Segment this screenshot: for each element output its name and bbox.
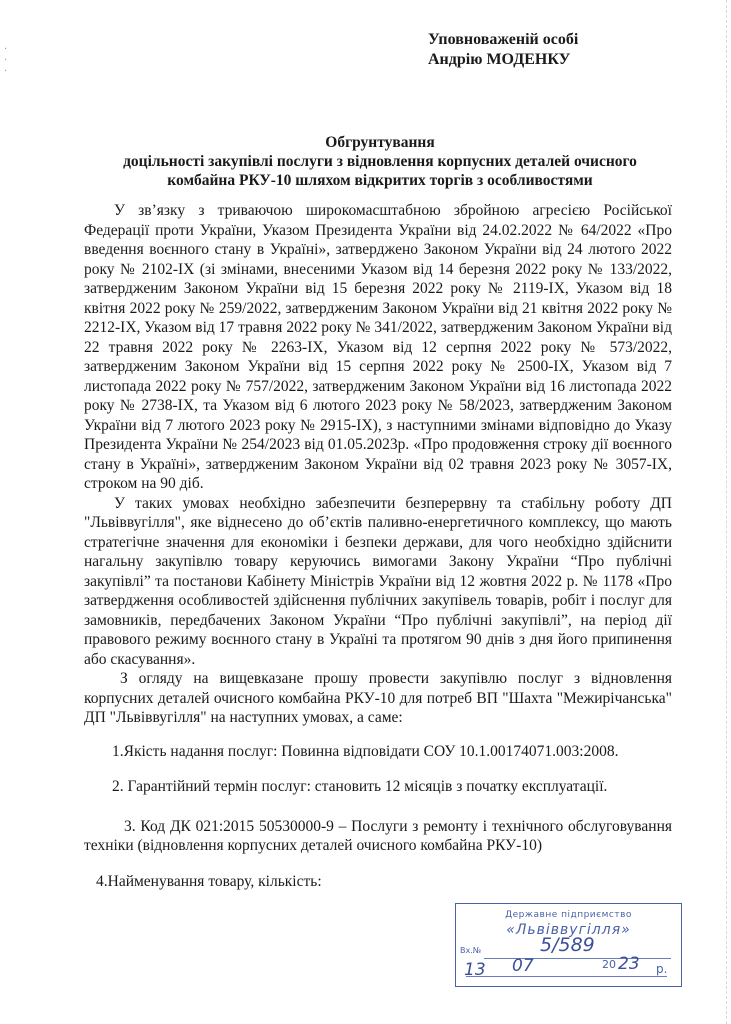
paragraph-request: З огляду на вищевказане прошу провести закупівлю послуг з відновлення корпусних деталей очисного комбайна РКУ-10 для потреб ВП "Шахта "Межирічанська" ДП "Львіввугілля" на наступних умовах, а саме: — [84, 670, 672, 726]
title-line-1: Обгрунтування — [325, 134, 435, 151]
addressee-block — [428, 30, 578, 70]
stamp-company-name: «Львіввугілля» — [506, 922, 631, 938]
stamp-line — [466, 976, 667, 977]
list-item-dk-code: 3. Код ДК 021:2015 50530000-9 – Послуги з ремонту і технічного обслуговування техніки (відновлення корпусних деталей очисного комбайна РКУ-10) — [84, 817, 672, 854]
stamp-organization: Державне підприємство — [505, 910, 632, 920]
stamp-day: 13 — [464, 960, 486, 980]
stamp-year-suffix: 23 — [618, 954, 640, 974]
document-body — [84, 201, 672, 891]
title-line-2: доцільності закупівлі послуги з відновлення корпусних деталей очисного — [123, 153, 637, 170]
stamp-registration-number: 5/589 — [540, 934, 595, 956]
paragraph-conditions: У таких умовах необхідно забезпечити безперервну та стабільну роботу ДП "Львіввугілля", яке віднесено до об’єктів паливно-енергетичного комплексу, що мають стратегічне значення для економіки і безпеки держави, для чого необхідно здійснити нагальну закупівлю товару керуючись вимогами Закону України “Про публічні закупівлі” та постанови Кабінету Міністрів України від 12 жовтня 2022 р. № 1178 «Про затвердження особливостей здійснення публічних закупівель товарів, робіт і послуг для замовників, передбачених Законом України “Про публічні закупівлі”, на період дії правового режиму воєнного стану в Україні та протягом 90 днів з дня його припинення або скасування». — [84, 494, 672, 668]
addressee-line-1: Уповноваженій особі — [428, 31, 579, 48]
paragraph-martial-law: У зв’язку з триваючою широкомасштабною збройною агресією Російської Федерації проти України, Указом Президента України від 24.02.2022 № 64/2022 «Про введення воєнного стану в Україні», затверджено Законом України від 24 лютого 2022 року № 2102-IX (зі змінами, внесеними Указом від 14 березня 2022 року № 133/2022, затвердженим Законом України від 15 березня 2022 року № 2119-IX, Указом від 18 квітня 2022 року № 259/2022, затвердженим Законом України від 21 квітня 2022 року № 2212-IX, Указом від 17 травня 2022 року № 341/2022, затвердженим Законом України від 22 травня 2022 року № 2263-IX, Указом від 12 серпня 2022 року № 573/2022, затвердженим Законом України від 15 серпня 2022 року № 2500-IX, Указом від 7 листопада 2022 року № 757/2022, затвердженим Законом України від 16 листопада 2022 року № 2738-IX, та Указом від 6 лютого 2023 року № 58/2023, затвердженим Законом України від 7 лютого 2023 року № 2915-IX), з наступними змінами відповідно до Указу Президента України № 254/2023 від 01.05.2023р. «Про продовження строку дії воєнного стану в Україні», затвердженим Законом України від 02 травня 2023 року № 3057-IX, строком на 90 діб. — [84, 202, 672, 492]
title-line-3: комбайна РКУ-10 шляхом відкритих торгів з особливостями — [167, 172, 593, 189]
stamp-year-mark: р. — [656, 962, 668, 976]
stamp-incoming-label: Вх.№ — [460, 946, 482, 955]
list-item-goods-name: 4.Найменування товару, кількість: — [96, 872, 322, 890]
registration-stamp — [455, 903, 682, 987]
document-title — [60, 133, 700, 190]
addressee-line-2: Андрію МОДЕНКУ — [428, 51, 571, 68]
page-edge — [725, 0, 727, 1024]
list-item-quality: 1.Якість надання послуг: Повинна відповідати СОУ 10.1.00174071.003:2008. — [112, 742, 619, 760]
stamp-month: 07 — [512, 956, 534, 976]
stamp-year-prefix: 20 — [602, 958, 616, 971]
margin-mark: · · · — [4, 44, 8, 77]
list-item-warranty: 2. Гарантійний термін послуг: становить 12 місяців з початку експлуатації. — [112, 778, 608, 795]
